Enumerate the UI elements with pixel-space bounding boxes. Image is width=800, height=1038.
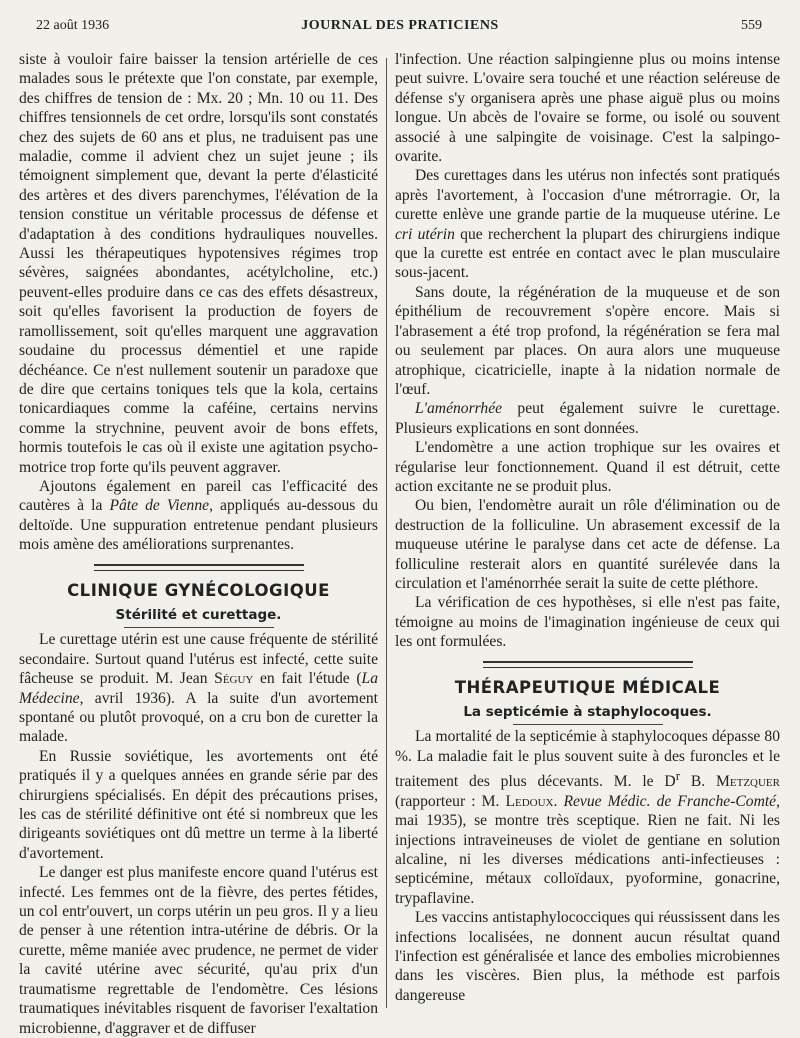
paragraph: Le curettage utérin est une cause fréquente de stérilité secondaire. Surtout quand l'utérus est infecté, cette suite fâcheuse se produit. M. Jean Séguy en fait l'étude (La Médecine, avril 1936). A la suite d'un avortement spontané ou plutôt provoqué, on a cru bon de curetter la malade.	[19, 631, 379, 746]
paragraph: L'aménorrhée peut également suivre le curettage. Plusieurs explications en sont données.	[395, 400, 780, 437]
paragraph: l'infection. Une réaction salpingienne plus ou moins intense peut suivre. L'ovaire sera touché et une réaction seléreuse de défense s'y organisera après une phase aiguë plus ou moins longue. Un abcès de l'ovaire se forme, ou isolé ou souvent associé à une salpingite de voisinage. C'est la salpingo-ovarite.	[395, 51, 780, 166]
left-column	[19, 50, 378, 1038]
article-title: Stérilité et curettage.	[19, 606, 378, 628]
paragraph: En Russie soviétique, les avortements ont été pratiqués il y a quelques années en grande série par des chirurgiens spécialisés. En dépit des précautions prises, les cas de stérilité définitive ont été si nombreux que les dirigeants soviétiques ont dû mettre un terme à la liberté d'avortement.	[19, 747, 378, 862]
column-divider	[386, 58, 387, 1008]
article-title: La septicémie à staphylocoques.	[395, 703, 780, 725]
paragraph: La mortalité de la septicémie à staphylocoques dépasse 80 %. La maladie fait le plus souvent suite à des furoncles et le traitement des plus décevants. M. le $D^r$ B. Metzquer (rapporteur : M. Ledoux. Revue Médic. de Franche-Comté, mai 1935), se montre très sceptique. Rien ne fait. Ni les injections intraveineuses de violet de gentiane en solution alcaline, ni les diverses médications anti-infectieuses : septicémine, métaux colloïdaux, pyoformine, gonacrine, trypaflavine.	[395, 728, 781, 907]
right-column	[395, 50, 780, 1005]
author-name: Ledoux	[505, 792, 554, 810]
paragraph: L'endomètre a une action trophique sur les ovaires et régularise leur fonctionnement. Quand il est détruit, cette action excitante ne se produit plus.	[395, 439, 780, 495]
page-number: 559	[741, 18, 762, 33]
paragraph: La vérification de ces hypothèses, si elle n'est pas faite, témoigne au moins de l'imagination ingénieuse de ceux qui les ont formulées.	[395, 594, 780, 651]
paragraph: Ajoutons également en pareil cas l'efficacité des cautères à la Pâte de Vienne, appliqués au-dessous du deltoïde. Une suppuration entretenue pendant plusieurs mois amène des améliorations surprenantes.	[19, 477, 378, 554]
section-divider	[94, 564, 304, 571]
section-title: THÉRAPEUTIQUE MÉDICALE	[454, 677, 721, 697]
running-header	[0, 14, 800, 38]
author-name: B. Metzquer	[680, 773, 780, 791]
section-title: CLINIQUE GYNÉCOLOGIQUE	[67, 580, 330, 600]
paragraph: siste à vouloir faire baisser la tension artérielle de ces malades sous le prétexte que l'on constate, par exemple, des chiffres de tension de : Mx. 20 ; Mn. 10 ou 11. Des chiffres tensionnels de cet ordre, lorsqu'ils sont constatés chez des sujets de 60 ans et plus, ne traduisent pas une maladie, comme il advient chez un sujet jeune ; ils témoignent simplement que, devant la perte d'élasticité des artères et des divers parenchymes, l'élévation de la tension constitue un véritable processus de défense et d'adaptation à des conditions hydrauliques nouvelles. Aussi les thérapeutiques hypotensives régimes trop sévères, saignées abondantes, acétylcholine, etc.) peuvent-elles produire dans ce cas des effets désastreux, soit qu'elles favorisent la production de foyers de ramollissement, soit qu'elles marquent une aggravation soudaine du processus démentiel et une rapide déchéance. Ce n'est nullement soutenir un paradoxe que de dire que certains toniques tels que la kola, certains tonicardiaques comme la caféine, certains nervins comme la strychnine, peuvent avoir de bons effets, hormis toutefois le cas où il existe une agitation psycho-motrice trop forte qu'ils peuvent aggraver.	[19, 51, 378, 476]
author-name: Séguy	[214, 670, 254, 688]
paragraph: Le danger est plus manifeste encore quand l'utérus est infecté. Les femmes ont de la fièvre, des pertes fétides, un col entr'ouvert, un corps utérin un peu gros. Il y a lieu de penser à une rétention intra-utérine de débris. Or la curette, même maniée avec prudence, ne permet de vider la cavité utérine avec sécurité, qu'au prix d'un traumatisme regrettable de l'endomètre. Ces lésions traumatiques inévitables risquent de favoriser l'exaltation microbienne, d'aggraver et de diffuser	[19, 864, 378, 1037]
paragraph: Ou bien, l'endomètre aurait un rôle d'élimination ou de destruction de la folliculine. Un abrasement excessif de la muqueuse utérine le paralyse dans cet acte de défense. La folliculine resterait alors en quantité surélevée dans la circulation et l'aménorrhée serait la suite de cette pléthore.	[395, 497, 780, 592]
journal-title: JOURNAL DES PRATICIENS	[301, 18, 499, 33]
paragraph: Des curettages dans les utérus non infectés sont pratiqués après l'avortement, à l'occasion d'une métrorragie. Or, la curette enlève une grande partie de la muqueuse utérine. Le cri utérin que recherchent la plupart des chirurgiens indique que la curette est entrée en contact avec le plan musculaire sous-jacent.	[395, 167, 780, 282]
paragraph: Les vaccins antistaphylococciques qui réussissent dans les infections localisées, ne donnent aucun résultat quand l'infection est généralisée et lance des embolies microbiennes dans les viscères. Bien plus, la méthode est parfois dangereuse	[395, 909, 780, 1004]
paragraph: Sans doute, la régénération de la muqueuse et de son épithélium de recouvrement s'opère encore. Mais si l'abrasement a été trop profond, la régénération se fera mal ou seulement par places. On aura alors une muqueuse atrophique, cicatricielle, inapte à la nidation normale de l'œuf.	[395, 283, 780, 398]
section-divider	[483, 661, 693, 668]
issue-date: 22 août 1936	[36, 18, 110, 33]
